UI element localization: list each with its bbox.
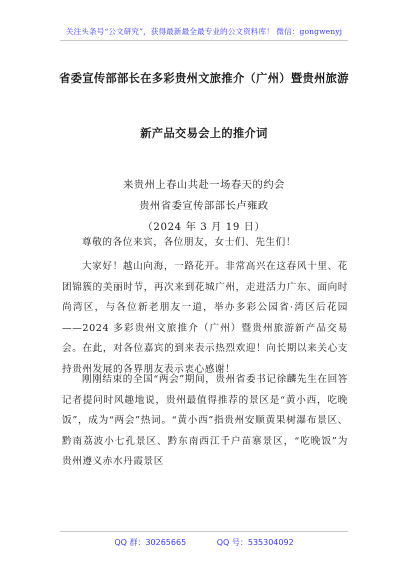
document-title-line1: 省委宣传部部长在多彩贵州文旅推介（广州）暨贵州旅游	[59, 71, 349, 85]
header-divider	[60, 40, 348, 41]
document-subtitle: 来贵州上春山共赴一场春天的约会	[123, 180, 285, 191]
document-author: 贵州省委宣传部部长卢雍政	[139, 201, 269, 212]
document-title-line2: 新产品交易会上的推介词	[140, 126, 268, 140]
footer-divider	[60, 531, 348, 532]
footer-qq-number: QQ 号：535304092	[216, 538, 294, 547]
footer-qq-group: QQ 群：30265665	[114, 538, 187, 547]
body-paragraph-1: 大家好！越山向海，一路花开。非常高兴在这春风十里、花团锦簇的美丽时节，再次来到花城广州，走进活力广东、面向时尚湾区，与各位新老朋友一道，举办多彩公园省·湾区后花园——2024 多彩贵州文旅推介（广州）暨贵州旅游新产品交易会。在此，对各位嘉宾的到来表示热烈欢迎！向长期以来关心支持贵州发展的各界朋友表示衷心感谢！	[62, 261, 348, 375]
footer	[0, 537, 408, 548]
document-date: （2024 年 3 月 19 日）	[142, 222, 266, 233]
greeting-paragraph: 尊敬的各位来宾，各位朋友，女士们、先生们！	[82, 237, 297, 248]
body-paragraph-2: 刚刚结束的全国“两会”期间，贵州省委书记徐麟先生在回答记者提问时风趣地说，贵州最值得推荐的景区是“黄小西，吃晚饭”，成为“两会”热词。“黄小西”指贵州安顺黄果树瀑布景区、黔南荔波小七孔景区、黔东南西江千户苗寨景区，“吃晚饭”为贵州遵义赤水丹霞景区	[62, 374, 348, 467]
header-banner: 关注头条号“公文研究”，获得最新最全最专业的公文资料库！ 微信：gongwenyj	[65, 27, 343, 36]
